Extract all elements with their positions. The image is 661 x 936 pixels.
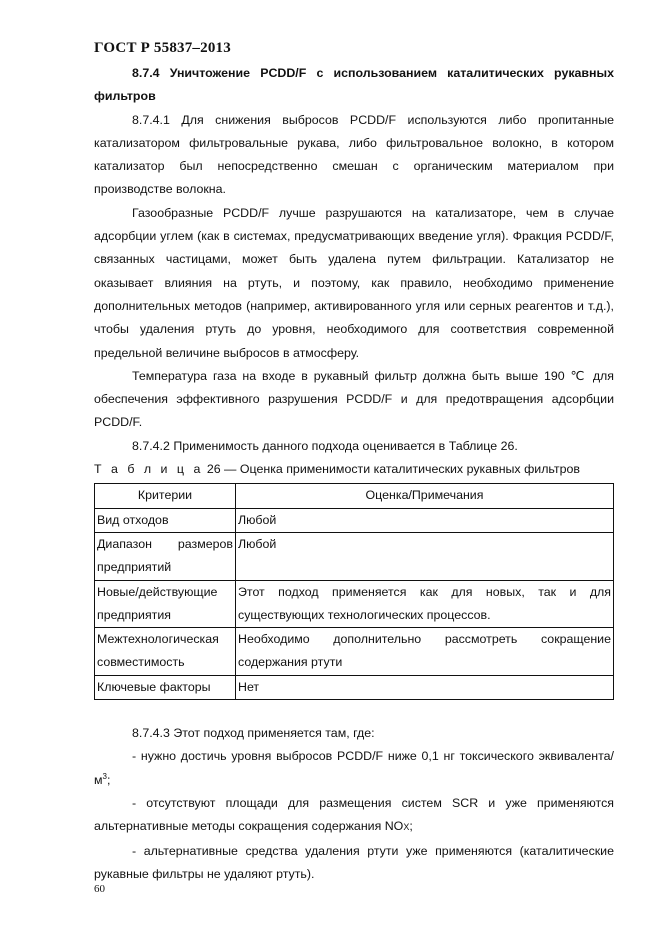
table-row — [95, 628, 614, 676]
table-row — [95, 580, 614, 628]
header-criteria: Критерии — [95, 484, 236, 508]
table-header-row — [95, 484, 614, 508]
paragraph-gaseous-pcdd: Газообразные PCDD/F лучше разрушаются на катализаторе, чем в случае адсорбции углем (как в системах, предусматривающих введение угля). Фракция PCDD/F, связанных частицами, может быть удалена путем фильтрации. Катализатор не оказывает влияния на ртуть, и поэтому, как правило, необходимо применение дополнительных методов (например, активированного угля или серных реагентов и т.д.), чтобы удаления ртуть до уровня, необходимого для соответствия современной предельной величине выбросов в атмосферу. — [94, 205, 614, 360]
document-code-header: ГОСТ Р 55837–2013 — [94, 40, 231, 56]
criteria-cell: Диапазон размеров предприятий — [95, 532, 236, 580]
list-item-text: - отсутствуют площади для размещения систем SCR и уже применяются альтернативные методы сокращения содержания NO — [94, 795, 614, 834]
applicability-table — [94, 483, 614, 700]
paragraph-temperature: Температура газа на входе в рукавный фильтр должна быть выше 190 ℃ для обеспечения эффективного разрушения PCDD/F и для предотвращения адсорбции PCDD/F. — [94, 368, 614, 430]
list-item — [94, 792, 614, 840]
assessment-cell: Нет — [236, 675, 614, 699]
list-item — [94, 745, 614, 792]
list-item-text: - нужно достичь уровня выбросов PCDD/F ниже 0,1 нг токсического эквивалента/м — [94, 749, 614, 787]
assessment-cell: Необходимо дополнительно рассмотреть сокращение содержания ртути — [236, 628, 614, 676]
assessment-cell: Этот подход применяется как для новых, так и для существующих технологических процессов. — [236, 580, 614, 628]
assessment-cell: Любой — [236, 508, 614, 532]
table-row — [95, 532, 614, 580]
criteria-cell: Вид отходов — [95, 508, 236, 532]
list-item-end: ; — [106, 772, 111, 787]
criteria-cell: Новые/действующие предприятия — [95, 580, 236, 628]
paragraph-8-7-4-3: 8.7.4.3 Этот подход применяется там, где: — [132, 726, 375, 741]
table-caption-text: 26 — Оценка применимости каталитических рукавных фильтров — [206, 462, 580, 477]
table-row — [95, 675, 614, 699]
paragraph-8-7-4-2: 8.7.4.2 Применимость данного подхода оценивается в Таблице 26. — [132, 438, 518, 453]
list-item: - альтернативные средства удаления ртути уже применяются (каталитические рукавные фильтры не удаляют ртуть). — [94, 843, 614, 881]
criteria-cell: Межтехнологическая совместимость — [95, 628, 236, 676]
spacer — [94, 700, 614, 722]
page-number: 60 — [94, 883, 105, 895]
nox-subscript: X — [403, 822, 410, 833]
criteria-cell: Ключевые факторы — [95, 675, 236, 699]
page-content — [94, 62, 614, 886]
assessment-cell: Любой — [236, 532, 614, 580]
list-item-end: ; — [409, 819, 413, 834]
header-assessment: Оценка/Примечания — [236, 484, 614, 508]
table-row — [95, 508, 614, 532]
table-caption — [94, 458, 614, 481]
table-caption-label: Т а б л и ц а — [94, 462, 204, 477]
superscript-cubed: 3 — [102, 771, 107, 781]
section-title: 8.7.4 Уничтожение PCDD/F с использованием каталитических рукавных фильтров — [94, 66, 614, 104]
paragraph-8-7-4-1: 8.7.4.1 Для снижения выбросов PCDD/F используются либо пропитанные катализатором фильтровальные рукава, либо фильтровальное волокно, в котором катализатор был непосредственно смешан с органическим материалом при производстве волокна. — [94, 112, 614, 197]
